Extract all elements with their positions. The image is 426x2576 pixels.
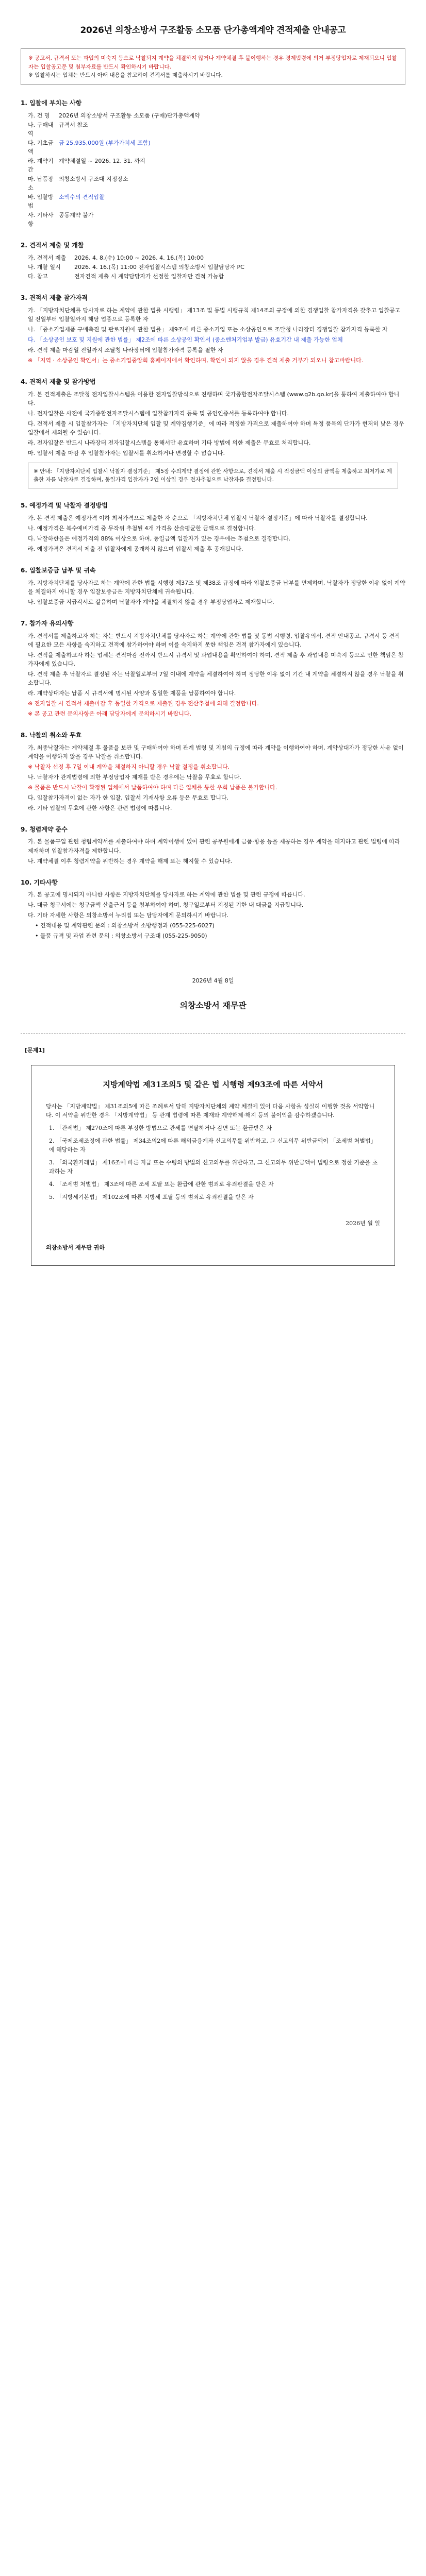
- section-heading: 1. 입찰에 부치는 사항: [21, 99, 82, 107]
- row-value: 2026년 의창소방서 구조활동 소모품 (구매)단가총액계약: [59, 112, 200, 119]
- info-row: [28, 175, 405, 192]
- info-row: [28, 211, 405, 228]
- info-row: [28, 121, 405, 138]
- row-value: 소액수의 견적입찰: [59, 194, 105, 201]
- pledge-date: 2026년 월 일: [346, 1220, 380, 1227]
- row-value: 의창소방서 구조대 지정장소: [59, 176, 128, 183]
- pledge-item: 3. 「외국환거래법」 제16조에 따른 지급 또는 수령의 방법의 신고의무를 위반하고, 그 신고의무 위반금액이 법령으로 정한 기준을 초과하는 자: [49, 1159, 378, 1175]
- pledge-item: 2. 「국제조세조정에 관한 법률」 제34조의2에 따른 해외금융계좌 신고의무를 위반하고, 그 신고의무 위반금액이 「조세범 처벌법」에 해당하는 자: [49, 1137, 376, 1153]
- paragraph: 다. 입찰참가자격이 없는 자가 한 입찰, 입찰서 기재사항 오류 등은 무효로 합니다.: [28, 794, 228, 801]
- note: ※ 전자입찰 시 견적서 제출마감 후 동일한 가격으로 제출된 경우 전산추첨에 의해 결정합니다.: [28, 700, 259, 707]
- section-heading: 4. 견적서 제출 및 참가방법: [21, 378, 96, 385]
- row-key: 가. 건 명: [28, 112, 50, 119]
- paragraph: 다. 견적서 제출 시 입찰참가자는 「지방자치단체 입찰 및 계약집행기준」에 따라 적정한 가격으로 제출하여야 하며 특정 품목의 단가가 현저히 낮은 경우 입찰에서 제외될 수 있습니다.: [28, 420, 404, 436]
- row-key: 가. 견적서 제출: [28, 254, 67, 261]
- section-2: [21, 241, 405, 281]
- section-4: [21, 377, 405, 488]
- paragraph: 가. 본 물품구입 관련 청렴계약서를 제출하여야 하며 계약이행에 있어 관련 공무원에게 금품·향응 등을 제공하는 경우 계약을 해지하고 관련 법령에 따라 제재하며 입찰참가자격을 제한합니다.: [28, 838, 400, 854]
- note: ※ 물품은 반드시 낙찰이 확정된 업체에서 납품하여야 하며 다른 업체를 통한 우회 납품은 불가합니다.: [28, 784, 277, 791]
- paragraph: 가. 견적서를 제출하고자 하는 자는 반드시 지방자치단체를 당사자로 하는 계약에 관한 법률 및 동법 시행령, 입찰유의서, 견적 안내공고, 규격서 등 견적에 필요한 모든 사항을 숙지하고 견적에 참가하여야 하며 이를 숙지하지 못한 책임은 견적 참가자에게 있습니다.: [28, 632, 400, 648]
- row-key: 다. 기초금액: [28, 139, 54, 155]
- section-9: [21, 825, 405, 866]
- reference-box: ※ 안내: 「지방자치단체 입찰시 낙찰자 결정기준」 제5장 수의계약 결정에 관한 사항으로, 견적서 제출 시 적정금액 이상의 금액을 제출하고 최저가로 제출한 자를 낙찰자로 결정하며, 동일가격 입찰자가 2인 이상일 경우 전자추첨으로 낙찰자를 결정합니다.: [28, 463, 398, 489]
- row-key: 다. 참고: [28, 273, 48, 280]
- row-value: 공동계약 불가: [59, 212, 94, 219]
- info-row: [28, 263, 405, 272]
- paragraph: 다. 기타 자세한 사항은 의창소방서 누리집 또는 담당자에게 문의하시기 바랍니다.: [28, 912, 229, 919]
- paragraph: 다. 견적 제출 후 낙찰자로 결정된 자는 낙찰일로부터 7일 이내에 계약을 체결하여야 하며 정당한 이유 없이 기간 내 계약을 체결하지 않을 경우 낙찰을 취소합니다.: [28, 670, 404, 686]
- paragraph: 가. 「지방자치단체를 당사자로 하는 계약에 관한 법률 시행령」 제13조 및 동법 시행규칙 제14조의 규정에 의한 경쟁입찰 참가자격을 갖추고 입찰공고일 전일부터 입찰일까지 해당 업종으로 등록한 자: [28, 307, 401, 323]
- pledge-intro: 당사는 「지방계약법」 제31조의5에 따른 조례로서 당해 지방자치단체의 계약 체결에 있어 다음 사항을 성실히 이행할 것을 서약합니다. 이 서약을 위반한 경우 「지방계약법」 등 관계 법령에 따른 제재와 계약해제·해지 등의 불이익을 감수하겠습니다.: [46, 1103, 375, 1118]
- row-value: 규격서 참조: [59, 121, 88, 128]
- row-key: 라. 계약기간: [28, 157, 54, 174]
- paragraph: 라. 견적 제출 마감일 전일까지 조달청 나라장터에 입찰참가자격 등록을 필한 자: [28, 346, 223, 353]
- section-10: [21, 878, 405, 941]
- contact-line: • 물품 규격 및 과업 관련 문의 : 의창소방서 구조대 (055-225-9050): [35, 933, 207, 940]
- paragraph: 가. 최종낙찰자는 계약체결 후 물품을 보관 및 구매하여야 하며 관계 법령 및 지침의 규정에 따라 계약을 이행하여야 하며, 계약상대자가 정당한 사유 없이 계약을 이행하지 않을 경우 낙찰을 취소합니다.: [28, 744, 404, 760]
- section-7: [21, 619, 405, 718]
- info-row: [28, 253, 405, 262]
- info-row: [28, 193, 405, 210]
- notice-box: [21, 48, 405, 85]
- paragraph: 나. 전자입찰은 사전에 국가종합전자조달시스템에 입찰참가자격 등록 및 공인인증서를 등록하여야 합니다.: [28, 410, 289, 417]
- paragraph: 다. 「소상공인 보호 및 지원에 관한 법률」 제2조에 따른 소상공인 확인서 (중소벤처기업부 발급) 유효기간 내 제출 가능한 업체: [28, 336, 343, 343]
- pledge-item: 4. 「조세범 처벌법」 제3조에 따른 조세 포탈 또는 환급에 관한 범죄로 유죄판결을 받은 자: [49, 1181, 274, 1188]
- paragraph: 나. 견적을 제출하고자 하는 업체는 견적마감 전까지 반드시 규격서 및 과업내용을 확인하여야 하며, 견적 제출 후 과업내용 미숙지 등으로 인한 책임은 참가자에게 있습니다.: [28, 651, 404, 667]
- section-heading: 2. 견적서 제출 및 개찰: [21, 242, 84, 249]
- paragraph: 나. 대금 청구서에는 청구금액 산출근거 등을 첨부하여야 하며, 청구일로부터 지정된 기한 내 대금을 지급합니다.: [28, 902, 304, 909]
- paragraph: ※ 「지역 · 소상공인 확인서」는 중소기업중앙회 홈페이지에서 확인하며, 확인이 되지 않을 경우 견적 제출 거부가 되오니 참고바랍니다.: [28, 357, 364, 364]
- section-5: [21, 501, 405, 553]
- notice-line: ※ 입찰하시는 업체는 반드시 아래 내용을 참고하여 견적서를 제출하시기 바랍니다.: [28, 72, 223, 78]
- row-value: 계약체결일 ~ 2026. 12. 31. 까지: [59, 157, 145, 164]
- paragraph: 나. 「중소기업제품 구매촉진 및 판로지원에 관한 법률」 제9조에 따른 중소기업 또는 소상공인으로 조달청 나라장터 경쟁입찰 참가자격 등록한 자: [28, 326, 388, 333]
- row-value: 2026. 4. 16.(목) 11:00 전자입찰시스템 의창소방서 입찰담당자 PC: [74, 263, 244, 270]
- row-value: 전자견적 제출 시 계약담당자가 선정한 입찰자만 견적 가능함: [74, 273, 224, 280]
- annex-label: [문제1]: [25, 1047, 45, 1054]
- paragraph: 라. 예정가격은 견적서 제출 전 입찰자에게 공개하지 않으며 입찰서 제출 후 공개됩니다.: [28, 546, 243, 553]
- note: ※ 낙찰자 선정 후 7일 이내 계약을 체결하지 아니할 경우 낙찰 결정을 취소합니다.: [28, 763, 230, 770]
- info-row: [28, 157, 405, 174]
- row-key: 바. 입찰방법: [28, 194, 54, 210]
- pledge-recipient: 의창소방서 재무관 귀하: [46, 1244, 105, 1251]
- pledge-item: 1. 「관세법」 제270조에 따른 부정한 방법으로 관세를 면탈하거나 감면 또는 환급받은 자: [49, 1124, 272, 1131]
- section-heading: 5. 예정가격 및 낙찰자 결정방법: [21, 502, 108, 510]
- pledge-title: 지방계약법 제31조의5 및 같은 법 시행령 제93조에 따른 서약서: [103, 1080, 323, 1090]
- paragraph: 라. 전자입찰은 반드시 나라장터 전자입찰시스템을 통해서만 유효하며 기타 방법에 의한 제출은 무효로 처리합니다.: [28, 439, 311, 446]
- announcement-date: 2026년 4월 8일: [192, 977, 234, 985]
- issuing-organization: 의창소방서 재무관: [179, 1001, 247, 1011]
- row-key: 나. 개찰 일시: [28, 263, 61, 270]
- contact-line: • 견적내용 및 계약관련 문의 : 의창소방서 소방행정과 (055-225-6027): [35, 922, 215, 929]
- pledge-item: 5. 「지방세기본법」 제102조에 따른 지방세 포탈 등의 범죄로 유죄판결을 받은 자: [49, 1194, 254, 1201]
- section-3: [21, 293, 405, 365]
- info-row: [28, 272, 405, 281]
- paragraph: 나. 계약체결 이후 청렴계약을 위반하는 경우 계약을 해제 또는 해지할 수 있습니다.: [28, 857, 233, 865]
- section-heading: 10. 기타사항: [21, 878, 58, 886]
- paragraph: 가. 본 공고에 명시되지 아니한 사항은 지방자치단체를 당사자로 하는 계약에 관한 법률 및 관련 규정에 따릅니다.: [28, 891, 305, 899]
- section-6: [21, 566, 405, 606]
- paragraph: 나. 입찰보증금 지급각서로 갈음하며 낙찰자가 계약을 체결하지 않을 경우 부정당업자로 제재합니다.: [28, 598, 274, 605]
- section-heading: 3. 견적서 제출 참가자격: [21, 294, 88, 302]
- paragraph: 가. 본 견적제출은 조달청 전자입찰시스템을 이용한 전자입찰방식으로 진행하며 국가종합전자조달시스템 (www.g2b.go.kr)을 통하여 제출하여야 합니다.: [28, 391, 400, 406]
- row-key: 마. 납품장소: [28, 176, 54, 192]
- section-heading: 7. 참가자 유의사항: [21, 619, 74, 627]
- section-8: [21, 731, 405, 812]
- paragraph: 가. 본 견적 제출은 예정가격 이하 최저가격으로 제출한 자 순으로 「지방자치단체 입찰시 낙찰자 결정기준」에 따라 낙찰자를 결정합니다.: [28, 515, 368, 521]
- announcement: [0, 0, 426, 1266]
- section-1: [21, 98, 405, 228]
- row-key: 사. 기타사항: [28, 212, 54, 228]
- paragraph: 나. 예정가격은 복수예비가격 중 무작위 추첨된 4개 가격을 산술평균한 금액으로 결정합니다.: [28, 525, 256, 532]
- paragraph: 나. 낙찰자가 관계법령에 의한 부정당업자 제재를 받은 경우에는 낙찰을 무효로 합니다.: [28, 773, 241, 781]
- row-value: 2026. 4. 8.(수) 10:00 ~ 2026. 4. 16.(목) 10:00: [74, 254, 204, 261]
- section-heading: 8. 낙찰의 취소와 무효: [21, 731, 82, 739]
- section-heading: 9. 청렴계약 준수: [21, 825, 68, 833]
- paragraph: 가. 지방자치단체를 당사자로 하는 계약에 관한 법률 시행령 제37조 및 제38조 규정에 따라 입찰보증금 납부를 면제하며, 낙찰자가 정당한 이유 없이 계약을 체결하지 아니할 경우 입찰보증금은 지방자치단체에 귀속됩니다.: [28, 579, 405, 595]
- info-row: [28, 111, 405, 120]
- paragraph: 라. 계약상대자는 납품 시 규격서에 명시된 사양과 동일한 제품을 납품하여야 합니다.: [28, 689, 236, 697]
- paragraph: 다. 낙찰하한율은 예정가격의 88% 이상으로 하며, 동일금액 입찰자가 있는 경우에는 추첨으로 결정합니다.: [28, 535, 291, 543]
- row-value: 금 25,935,000원 (부가가치세 포함): [59, 139, 151, 146]
- pledge-form: [31, 1065, 395, 1266]
- note: ※ 본 공고 관련 문의사항은 아래 담당자에게 문의하시기 바랍니다.: [28, 710, 191, 717]
- section-heading: 6. 입찰보증금 납부 및 귀속: [21, 567, 96, 574]
- info-row: [28, 139, 405, 156]
- row-key: 나. 구매내역: [28, 121, 54, 137]
- paragraph: 마. 입찰서 제출 마감 후 입찰참가자는 입찰서를 취소하거나 변경할 수 없습니다.: [28, 449, 225, 456]
- notice-line: ※ 공고서, 규격서 또는 과업의 미숙지 등으로 낙찰되지 계약을 체결하지 않거나 계약체결 후 불이행하는 경우 경제법령에 의거 부정당업자로 제재되오니 입찰자는 입찰공고문 및 첨부자료를 반드시 확인하시기 바랍니다.: [28, 55, 397, 70]
- page-title: 2026년 의창소방서 구조활동 소모품 단가총액계약 견적제출 안내공고: [80, 25, 346, 36]
- paragraph: 라. 기타 입찰의 무효에 관한 사항은 관련 법령에 따릅니다.: [28, 804, 172, 811]
